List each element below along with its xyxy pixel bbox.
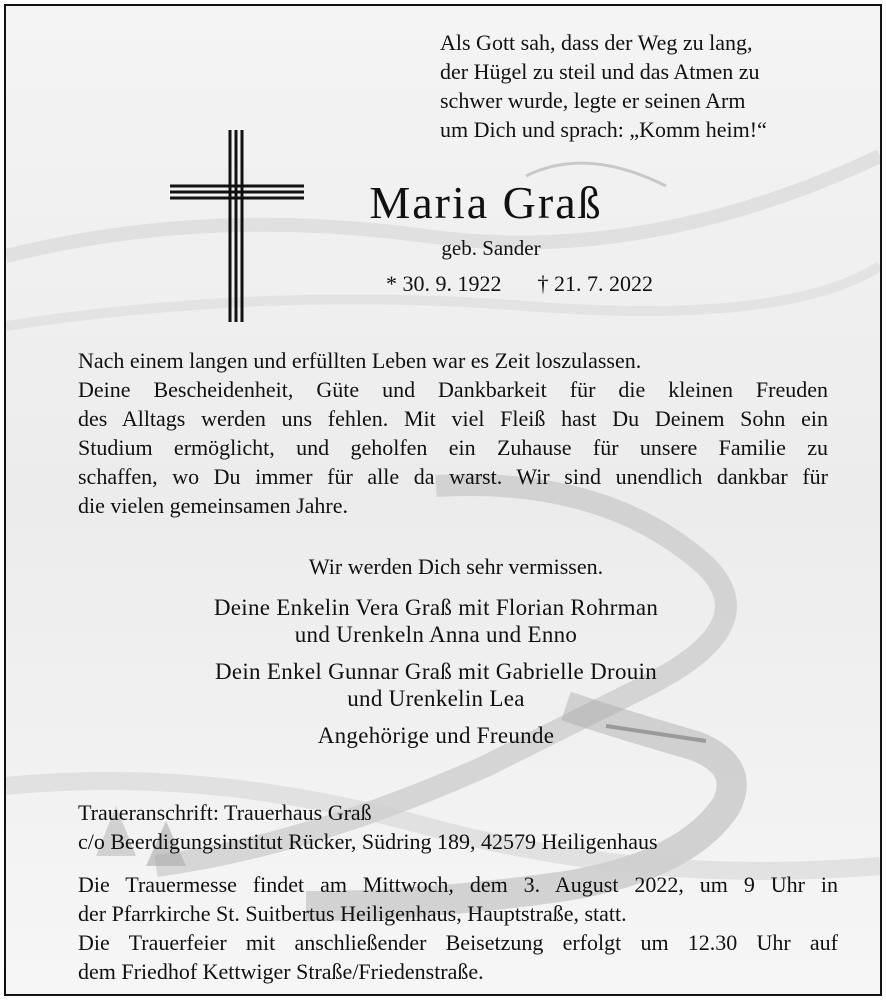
service-line: Die Trauermesse findet am Mittwoch, dem 3. August 2022, um 9 Uhr in — [78, 872, 838, 897]
family-line: Dein Enkel Gunnar Graß mit Gabrielle Drouin — [214, 659, 658, 684]
service-line: der Pfarrkirche St. Suitbertus Heiligenhaus, Hauptstraße, statt. — [78, 901, 627, 926]
service-line: Die Trauerfeier mit anschließender Beisetzung erfolgt um 12.30 Uhr auf — [78, 930, 838, 955]
family-group — [126, 658, 746, 712]
tribute-line: Studium ermöglicht, und geholfen ein Zuhause für unsere Familie zu — [78, 435, 828, 460]
poem-line: Als Gott sah, dass der Weg zu lang, — [440, 30, 753, 55]
tribute-line: Deine Bescheidenheit, Güte und Dankbarkeit für die kleinen Freuden — [78, 377, 828, 402]
family-line: Deine Enkelin Vera Graß mit Florian Rohrman — [213, 595, 659, 620]
tribute-line: Nach einem langen und erfüllten Leben war es Zeit loszulassen. — [78, 348, 642, 373]
deceased-name: Maria Graß — [369, 177, 603, 228]
poem — [440, 28, 860, 144]
tribute-text — [78, 346, 828, 520]
tribute-line: die vielen gemeinsamen Jahre. — [78, 493, 349, 518]
birth-name: geb. Sander — [441, 236, 541, 260]
service-line: dem Friedhof Kettwiger Straße/Friedenstraße. — [78, 959, 484, 984]
tribute-line: des Alltags werden uns fehlen. Mit viel Fleiß hast Du Deinem Sohn ein — [78, 406, 828, 431]
poem-line: schwer wurde, legte er seinen Arm — [440, 88, 746, 113]
family-group — [126, 594, 746, 648]
poem-line: um Dich und sprach: „Komm heim!“ — [440, 117, 767, 142]
service-info — [78, 870, 838, 986]
address-line: c/o Beerdigungsinstitut Rücker, Südring 189, 42579 Heiligenhaus — [78, 829, 658, 854]
address-line: Traueranschrift: Trauerhaus Graß — [78, 800, 372, 825]
closing-line: Wir werden Dich sehr vermissen. — [308, 554, 604, 579]
mourning-address — [78, 798, 838, 856]
birth-date: * 30. 9. 1922 — [386, 271, 502, 296]
death-date: † 21. 7. 2022 — [537, 271, 653, 296]
family-group — [126, 722, 746, 749]
tribute-line: schaffen, wo Du immer für alle da warst. Wir sind unendlich dankbar für — [78, 464, 828, 489]
family-line: und Urenkeln Anna und Enno — [294, 622, 578, 647]
family-line: und Urenkelin Lea — [347, 686, 525, 711]
poem-line: der Hügel zu steil und das Atmen zu — [440, 59, 760, 84]
life-dates — [386, 271, 653, 297]
family-line: Angehörige und Freunde — [317, 723, 555, 748]
obituary-frame — [4, 4, 882, 996]
